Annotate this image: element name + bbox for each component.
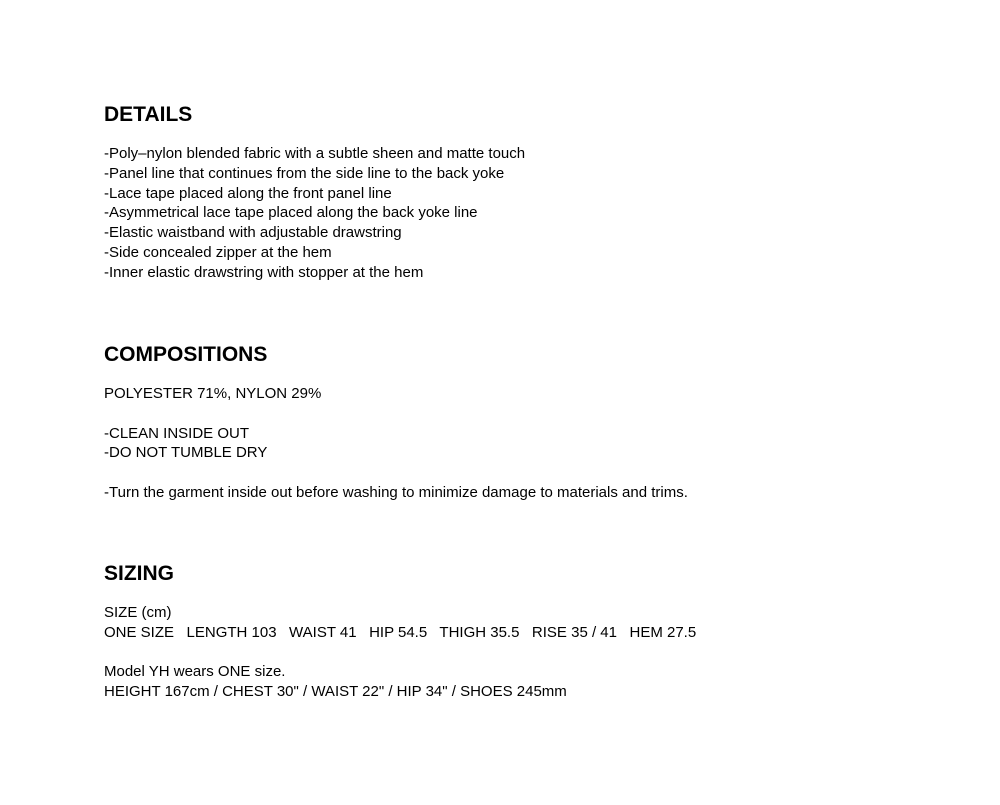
model-size: Model YH wears ONE size.: [104, 663, 286, 681]
compositions-section: [104, 341, 964, 503]
details-list: [104, 144, 964, 283]
details-line: -Inner elastic drawstring with stopper at the hem: [104, 263, 424, 281]
spacer: [104, 404, 964, 424]
details-line: -Panel line that continues from the side line to the back yoke: [104, 164, 505, 182]
details-heading: DETAILS: [104, 103, 193, 126]
spacer: [104, 463, 964, 483]
details-line: -Lace tape placed along the front panel line: [104, 184, 392, 202]
material-composition: POLYESTER 71%, NYLON 29%: [104, 385, 322, 402]
care-instruction: -DO NOT TUMBLE DRY: [104, 444, 268, 462]
details-line: -Asymmetrical lace tape placed along the back yoke line: [104, 204, 478, 222]
sizing-body: [104, 603, 964, 702]
size-unit-label: SIZE (cm): [104, 604, 172, 621]
care-note: -Turn the garment inside out before washing to minimize damage to materials and trims.: [104, 483, 688, 501]
details-line: -Poly–nylon blended fabric with a subtle sheen and matte touch: [104, 145, 526, 162]
sizing-section: [104, 560, 964, 702]
care-instruction: -CLEAN INSIDE OUT: [104, 424, 250, 442]
compositions-body: [104, 384, 964, 503]
details-line: -Side concealed zipper at the hem: [104, 243, 332, 261]
details-line: -Elastic waistband with adjustable drawstring: [104, 224, 402, 242]
compositions-heading: COMPOSITIONS: [104, 343, 268, 366]
spacer: [104, 643, 964, 663]
sizing-heading: SIZING: [104, 562, 175, 585]
model-measurements: HEIGHT 167cm / CHEST 30" / WAIST 22" / HIP 34" / SHOES 245mm: [104, 683, 567, 701]
details-section: [104, 101, 964, 283]
size-measurements: ONE SIZE LENGTH 103 WAIST 41 HIP 54.5 THIGH 35.5 RISE 35 / 41 HEM 27.5: [104, 623, 697, 641]
